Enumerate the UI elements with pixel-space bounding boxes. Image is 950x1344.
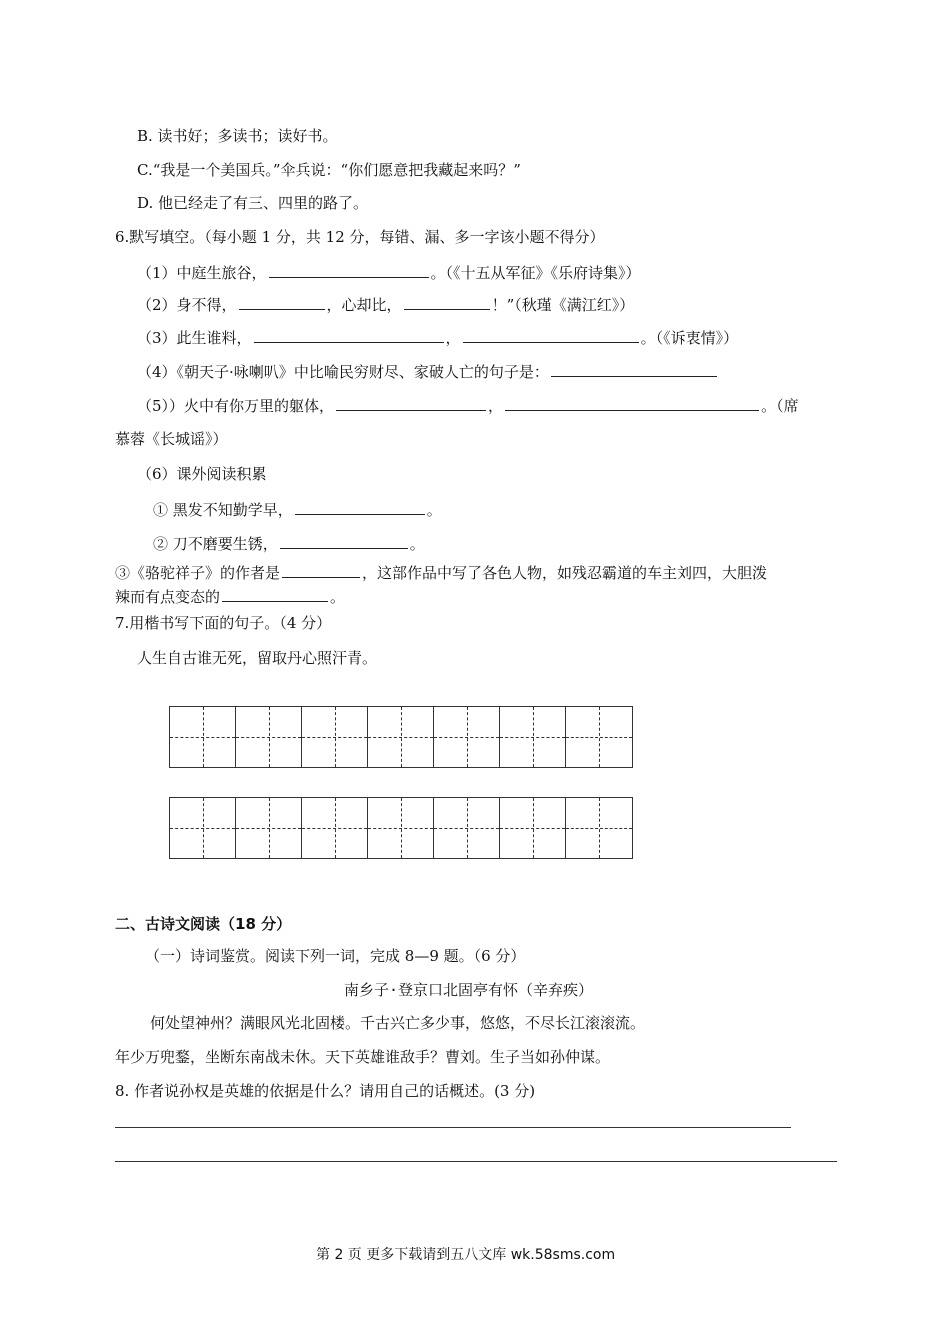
writing-cell[interactable] (368, 798, 434, 858)
q6-item-6-3-cont-text: 辣而有点变态的 (115, 588, 221, 606)
poem-line-2: 年少万兜鍪，坐断东南战未休。天下英雄谁敌手？曹刘。生子当如孙仲谋。 (115, 1048, 611, 1066)
q6-item-5 (137, 394, 799, 416)
q6-item-6-3-text: ③《骆驼祥子》的作者是 (115, 564, 281, 582)
q6-item-1-text: （1）中庭生旅谷， (137, 264, 267, 282)
writing-grid-row-2 (169, 797, 633, 859)
poem-line-1: 何处望神州？满眼风光北固楼。千古兴亡多少事，悠悠，不尽长江滚滚流。 (150, 1014, 646, 1032)
q6-item-2-source: ！”（秋瑾《满江红》） (491, 296, 635, 314)
q6-item-5-text: （5））火中有你万里的躯体， (137, 397, 335, 415)
writing-cell[interactable] (302, 798, 368, 858)
q5-option-b: B. 读书好；多读书；读好书。 (137, 127, 338, 145)
q6-item-6-2 (153, 532, 425, 554)
writing-cell[interactable] (236, 707, 302, 767)
q7-sentence: 人生自古谁无死，留取丹心照汗青。 (137, 649, 378, 667)
q6-item-6-2-text: ② 刀不磨要生锈， (153, 535, 278, 553)
q6-item-1 (137, 261, 641, 283)
writing-cell[interactable] (368, 707, 434, 767)
q6-item-3-comma: ， (445, 329, 461, 347)
answer-blank[interactable] (404, 293, 490, 310)
answer-blank[interactable] (463, 326, 639, 343)
answer-blank[interactable] (280, 532, 408, 549)
q6-item-6-2-end: 。 (409, 535, 425, 553)
q6-title: 6.默写填空。（每小题 1 分，共 12 分，每错、漏、多一字该小题不得分） (115, 228, 605, 246)
answer-blank[interactable] (551, 360, 717, 377)
q6-item-5-cont: 慕蓉《长城谣》） (115, 430, 228, 448)
q6-item-4 (137, 360, 719, 382)
q6-item-2-mid: ，心却比， (326, 296, 402, 314)
answer-line[interactable] (115, 1127, 791, 1128)
writing-cell[interactable] (236, 798, 302, 858)
page-footer: 第 2 页 更多下载请到五八文库 wk.58sms.com (316, 1247, 616, 1263)
writing-cell[interactable] (500, 798, 566, 858)
q6-item-2 (137, 293, 634, 315)
q6-item-6-1-text: ① 黑发不知勤学早， (153, 501, 293, 519)
q6-item-6-3 (115, 561, 767, 583)
answer-blank[interactable] (282, 561, 360, 578)
answer-blank[interactable] (269, 261, 429, 278)
q6-item-5-comma: ， (488, 397, 504, 415)
q6-item-4-text: （4）《朝天子·咏喇叭》中比喻民穷财尽、家破人亡的句子是： (137, 363, 549, 381)
q6-item-6: （6）课外阅读积累 (137, 465, 267, 483)
writing-cell[interactable] (434, 798, 500, 858)
q6-item-1-source: 。（《十五从军征》《乐府诗集》） (430, 264, 641, 282)
q6-item-3-text: （3）此生谁料， (137, 329, 252, 347)
q7-title: 7.用楷书写下面的句子。（4 分） (115, 614, 332, 632)
q6-item-5-source: 。（席 (761, 397, 799, 415)
q6-item-2-text: （2）身不得， (137, 296, 237, 314)
poem-title: 南乡子·登京口北固亭有怀（辛弃疾） (344, 981, 594, 999)
writing-cell[interactable] (566, 798, 632, 858)
section-2-title: 二、古诗文阅读（18 分） (115, 915, 292, 933)
q5-option-d: D. 他已经走了有三、四里的路了。 (137, 194, 369, 212)
answer-blank[interactable] (336, 394, 486, 411)
q5-option-c: C.“我是一个美国兵。”伞兵说：“你们愿意把我藏起来吗？” (137, 161, 521, 179)
answer-blank[interactable] (505, 394, 759, 411)
q8-title: 8. 作者说孙权是英雄的依据是什么？请用自己的话概述。(3 分) (115, 1082, 536, 1100)
answer-blank[interactable] (239, 293, 325, 310)
writing-cell[interactable] (434, 707, 500, 767)
answer-blank[interactable] (254, 326, 444, 343)
q6-item-6-3-end: 。 (330, 588, 346, 606)
q6-item-6-3-cont (115, 585, 345, 607)
writing-grid-row-1 (169, 706, 633, 768)
answer-line[interactable] (115, 1161, 837, 1162)
writing-cell[interactable] (302, 707, 368, 767)
q6-item-6-3-mid: ，这部作品中写了各色人物，如残忍霸道的车主刘四，大胆泼 (362, 564, 768, 582)
q6-item-3 (137, 326, 738, 348)
q6-item-6-1 (153, 498, 442, 520)
answer-blank[interactable] (222, 585, 328, 602)
q6-item-6-1-end: 。 (426, 501, 442, 519)
writing-cell[interactable] (170, 798, 236, 858)
writing-cell[interactable] (566, 707, 632, 767)
writing-cell[interactable] (500, 707, 566, 767)
answer-blank[interactable] (295, 498, 425, 515)
section-2-part-1: （一）诗词鉴赏。阅读下列一词，完成 8—9 题。（6 分） (145, 947, 526, 965)
writing-cell[interactable] (170, 707, 236, 767)
q6-item-3-source: 。（《诉衷情》） (640, 329, 739, 347)
